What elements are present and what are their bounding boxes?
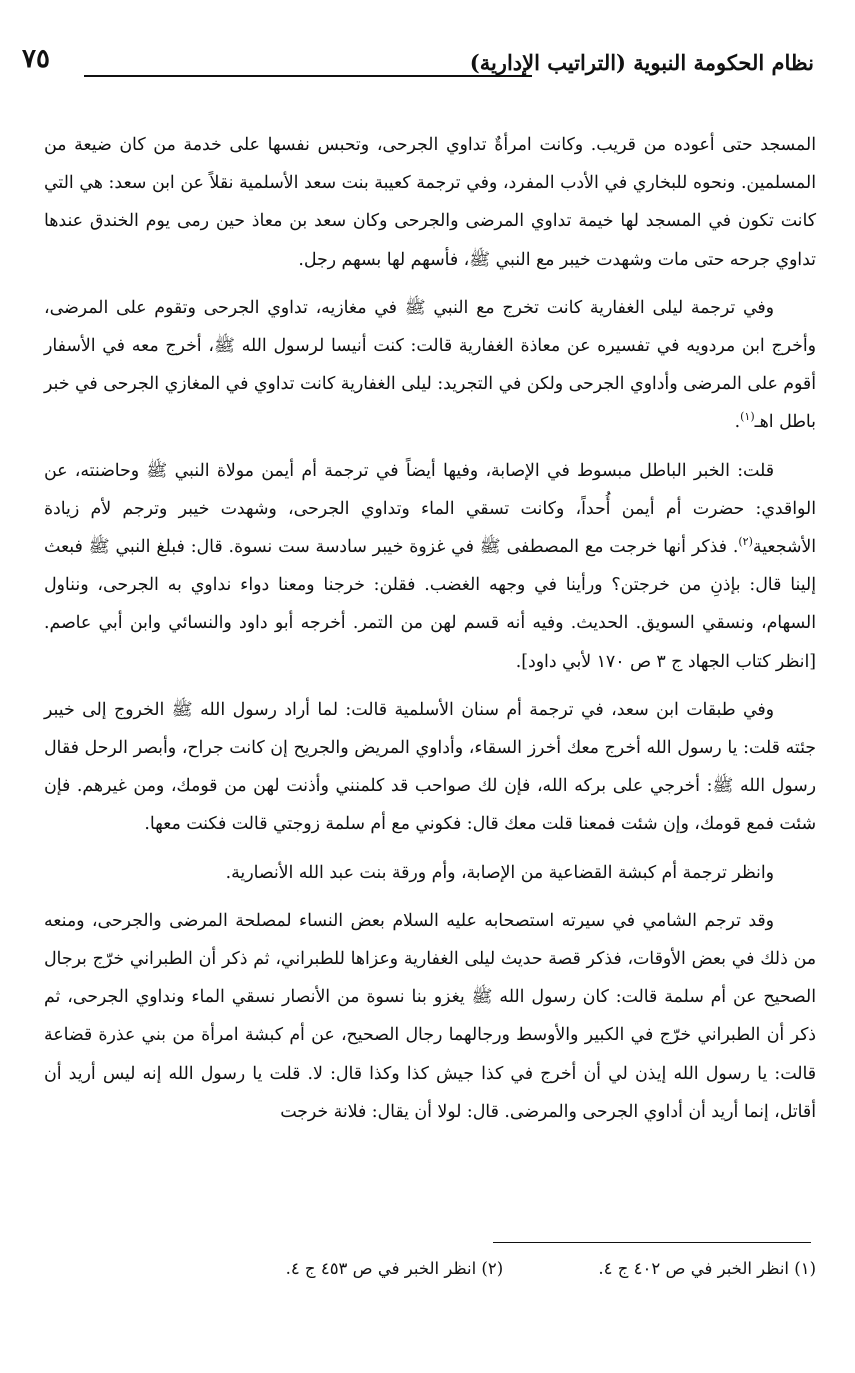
footnote-1: (١) انظر الخبر في ص ٤٠٢ ج ٤. — [598, 1259, 816, 1278]
paragraph-text: وقد ترجم الشامي في سيرته استصحابه عليه السلام بعض النساء لمصلحة المرضى والجرحى، ومنعه من ذلك في بعض الأوقات، فذكر قصة حديث ليلى الغفارية وعزاها للطبراني، ثم ذكر أن الطبراني خرّج برجال الصحيح عن أم سلمة قالت: كان رسول الله ﷺ يغزو بنا نسوة من الأنصار نسقي الماء ونداوي الجرحى، ثم ذكر أن الطبراني خرّج في الكبير والأوسط ورجالهما رجال الصحيح، عن أم كبشة امرأة من بني عذرة قضاعة قالت: يا رسول الله إيذن لي أن أخرج في كذا جيش كذا وكذا قال: لا. قلت يا رسول الله إنه ليس أريد أن أقاتل، إنما أريد أن أداوي الجرحى والمرضى. قال: لولا أن يقال: فلانة خرجت — [44, 910, 816, 1122]
paragraph-text: وفي طبقات ابن سعد، في ترجمة أم سنان الأسلمية قالت: لما أراد رسول الله ﷺ الخروج إلى خيبر جئته قلت: يا رسول الله أخرج معك أخرز السقاء، وأداوي المريض والجريح إن كانت جراح، وأبصر الرحل فقال رسول الله ﷺ: أخرجي على بركه الله، فإن لك صواحب قد كلمنني وأذنت لهن من قومك، ومن غيرهم. فإن شئت فمع قومك، وإن شئت فمعنا قلت معك قال: فكوني مع أم سلمة زوجتي قالت فكنت معها. — [44, 699, 816, 835]
main-text — [44, 126, 816, 1141]
footnote-ref-1: (١) — [740, 410, 755, 424]
footnotes — [44, 1252, 816, 1286]
paragraph-text: وانظر ترجمة أم كبشة القضاعية من الإصابة، وأم ورقة بنت عبد الله الأنصارية. — [225, 862, 774, 883]
page-number: ٧٥ — [22, 44, 50, 74]
paragraph-2 — [44, 289, 816, 442]
footnote-ref-2: (٢) — [738, 535, 753, 549]
paragraph-end-mark: . — [734, 412, 741, 433]
paragraph-text: المسجد حتى أعوده من قريب. وكانت امرأةٌ تداوي الجرحى، وتحبس نفسها على خدمة من كان ضيعة من المسلمين. ونحوه للبخاري في الأدب المفرد، وفي ترجمة كعيبة بنت سعد الأسلمية نقلاً عن ابن سعد: هي التي كانت تكون في المسجد لها خيمة تداوي المرضى والجرحى وكان سعد بن معاذ حين رمى يوم الخندق عندها تداوي جرحه حتى مات وشهدت خيبر مع النبي ﷺ، فأسهم لها بسهم رجل. — [44, 135, 816, 270]
footnote-2: (٢) انظر الخبر في ص ٤٥٣ ج ٤. — [285, 1259, 504, 1278]
paragraph-5 — [44, 854, 816, 892]
paragraph-3 — [44, 452, 816, 681]
paragraph-text: قلت: الخبر الباطل مبسوط في الإصابة، وفيها أيضاً في ترجمة أم أيمن مولاة النبي ﷺ وحاضنته، عن الواقدي: حضرت أم أيمن أُحداً، وكانت تسقي الماء وتداوي الجرحى، وشهدت خيبر وترجم لأم زيادة الأشجعية — [44, 460, 816, 558]
paragraph-4 — [44, 691, 816, 844]
paragraph-text: . فذكر أنها خرجت مع المصطفى ﷺ في غزوة خيبر سادسة ست نسوة. قال: فبلغ النبي ﷺ فبعث إلينا قال: بإذنِ من خرجتن؟ ورأينا في وجهه الغضب. فقلن: خرجنا ومعنا دواء نداوي به الجرحى، ونناول السهام، ونسقي السويق. الحديث. وفيه أنه قسم لهن من التمر. أخرجه أبو داود والنسائي وابن أبي — [44, 537, 816, 634]
paragraph-1 — [44, 126, 816, 279]
header-rule — [84, 75, 532, 77]
page-header — [22, 44, 814, 84]
paragraph-6 — [44, 902, 816, 1131]
running-title: نظام الحكومة النبوية (التراتيب الإدارية) — [469, 50, 814, 75]
footnote-rule — [493, 1242, 811, 1243]
paragraph-text: وفي ترجمة ليلى الغفارية كانت تخرج مع النبي ﷺ في مغازيه، تداوي الجرحى وتقوم على المرضى، وأخرج ابن مردويه في تفسيره عن معاذة الغفارية قالت: كنت أنيسا لرسول الله ﷺ، أخرج معه في الأسفار أقوم على المرضى وأداوي الجرحى ولكن في التجريد: ليلى الغفارية كانت تداوي في المغازي الجرحى في خبر باطل اهـ — [44, 297, 816, 433]
paragraph-text: عاصم. [انظر كتاب الجهاد ج ٣ ص ١٧٠ لأبي داود]. — [44, 613, 816, 672]
